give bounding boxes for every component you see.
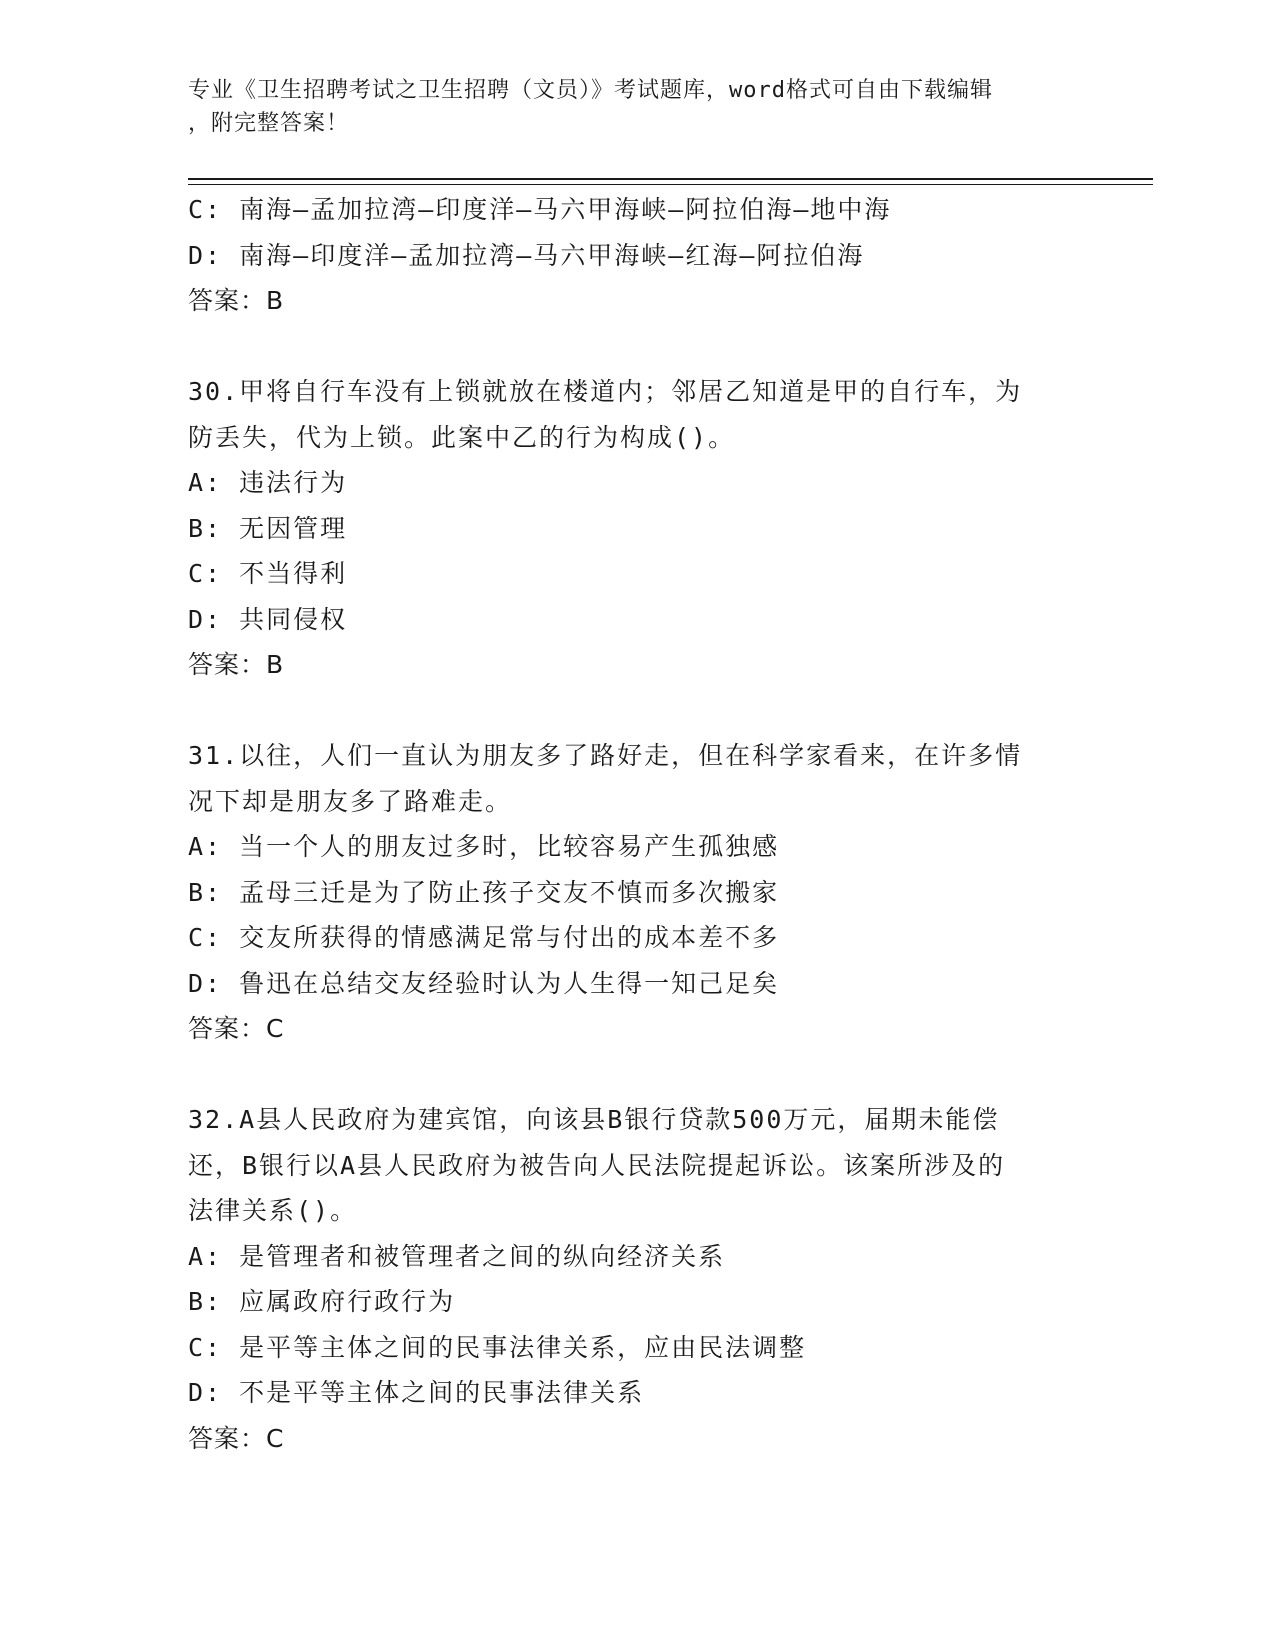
option-c: C: 不当得利: [188, 559, 348, 588]
question-text: 法律关系()。: [188, 1196, 358, 1225]
question-32: [188, 1097, 1088, 1461]
option-d: D: 南海—印度洋—孟加拉湾—马六甲海峡—红海—阿拉伯海: [188, 240, 865, 270]
option-d: D: 共同侵权: [188, 604, 348, 634]
header-divider-thick: [188, 178, 1153, 180]
option-a: A: 当一个人的朋友过多时，比较容易产生孤独感: [188, 832, 780, 861]
question-text: 32.A县人民政府为建宾馆，向该县B银行贷款500万元，届期未能偿: [188, 1105, 1000, 1134]
question-text: 30.甲将自行车没有上锁就放在楼道内；邻居乙知道是甲的自行车，为: [188, 377, 1023, 406]
prev-question-block: [188, 187, 1088, 324]
question-31: [188, 733, 1088, 1052]
question-text: 况下却是朋友多了路难走。: [188, 786, 513, 816]
question-text: 31.以往，人们一直认为朋友多了路好走，但在科学家看来，在许多情: [188, 741, 1023, 770]
option-c: C: 南海—孟加拉湾—印度洋—马六甲海峡—阿拉伯海—地中海: [188, 195, 892, 224]
option-b: B: 孟母三迁是为了防止孩子交友不慎而多次搬家: [188, 877, 780, 907]
header-line-2: ，附完整答案！: [188, 111, 350, 136]
option-b: B: 应属政府行政行为: [188, 1287, 456, 1316]
option-c: C: 是平等主体之间的民事法律关系，应由民法调整: [188, 1332, 807, 1362]
question-30: [188, 369, 1088, 688]
question-content: [188, 187, 1088, 1461]
option-a: A: 是管理者和被管理者之间的纵向经济关系: [188, 1241, 726, 1271]
answer-line: 答案：C: [188, 1014, 285, 1043]
header-line-1: 专业《卫生招聘考试之卫生招聘（文员）》考试题库，word格式可自由下载编辑: [188, 78, 993, 103]
option-d: D: 不是平等主体之间的民事法律关系: [188, 1378, 645, 1407]
answer-line: 答案：C: [188, 1423, 285, 1453]
option-c: C: 交友所获得的情感满足常与付出的成本差不多: [188, 923, 780, 952]
option-a: A: 违法行为: [188, 468, 348, 497]
answer-line: 答案：B: [188, 286, 285, 315]
page-header: [188, 74, 1088, 140]
question-text: 还，B银行以A县人民政府为被告向人民法院提起诉讼。该案所涉及的: [188, 1150, 1006, 1180]
option-d: D: 鲁迅在总结交友经验时认为人生得一知己足矣: [188, 968, 780, 998]
header-divider-thin: [188, 184, 1153, 185]
answer-line: 答案：B: [188, 650, 285, 679]
question-text: 防丢失，代为上锁。此案中乙的行为构成()。: [188, 422, 736, 452]
option-b: B: 无因管理: [188, 513, 348, 543]
